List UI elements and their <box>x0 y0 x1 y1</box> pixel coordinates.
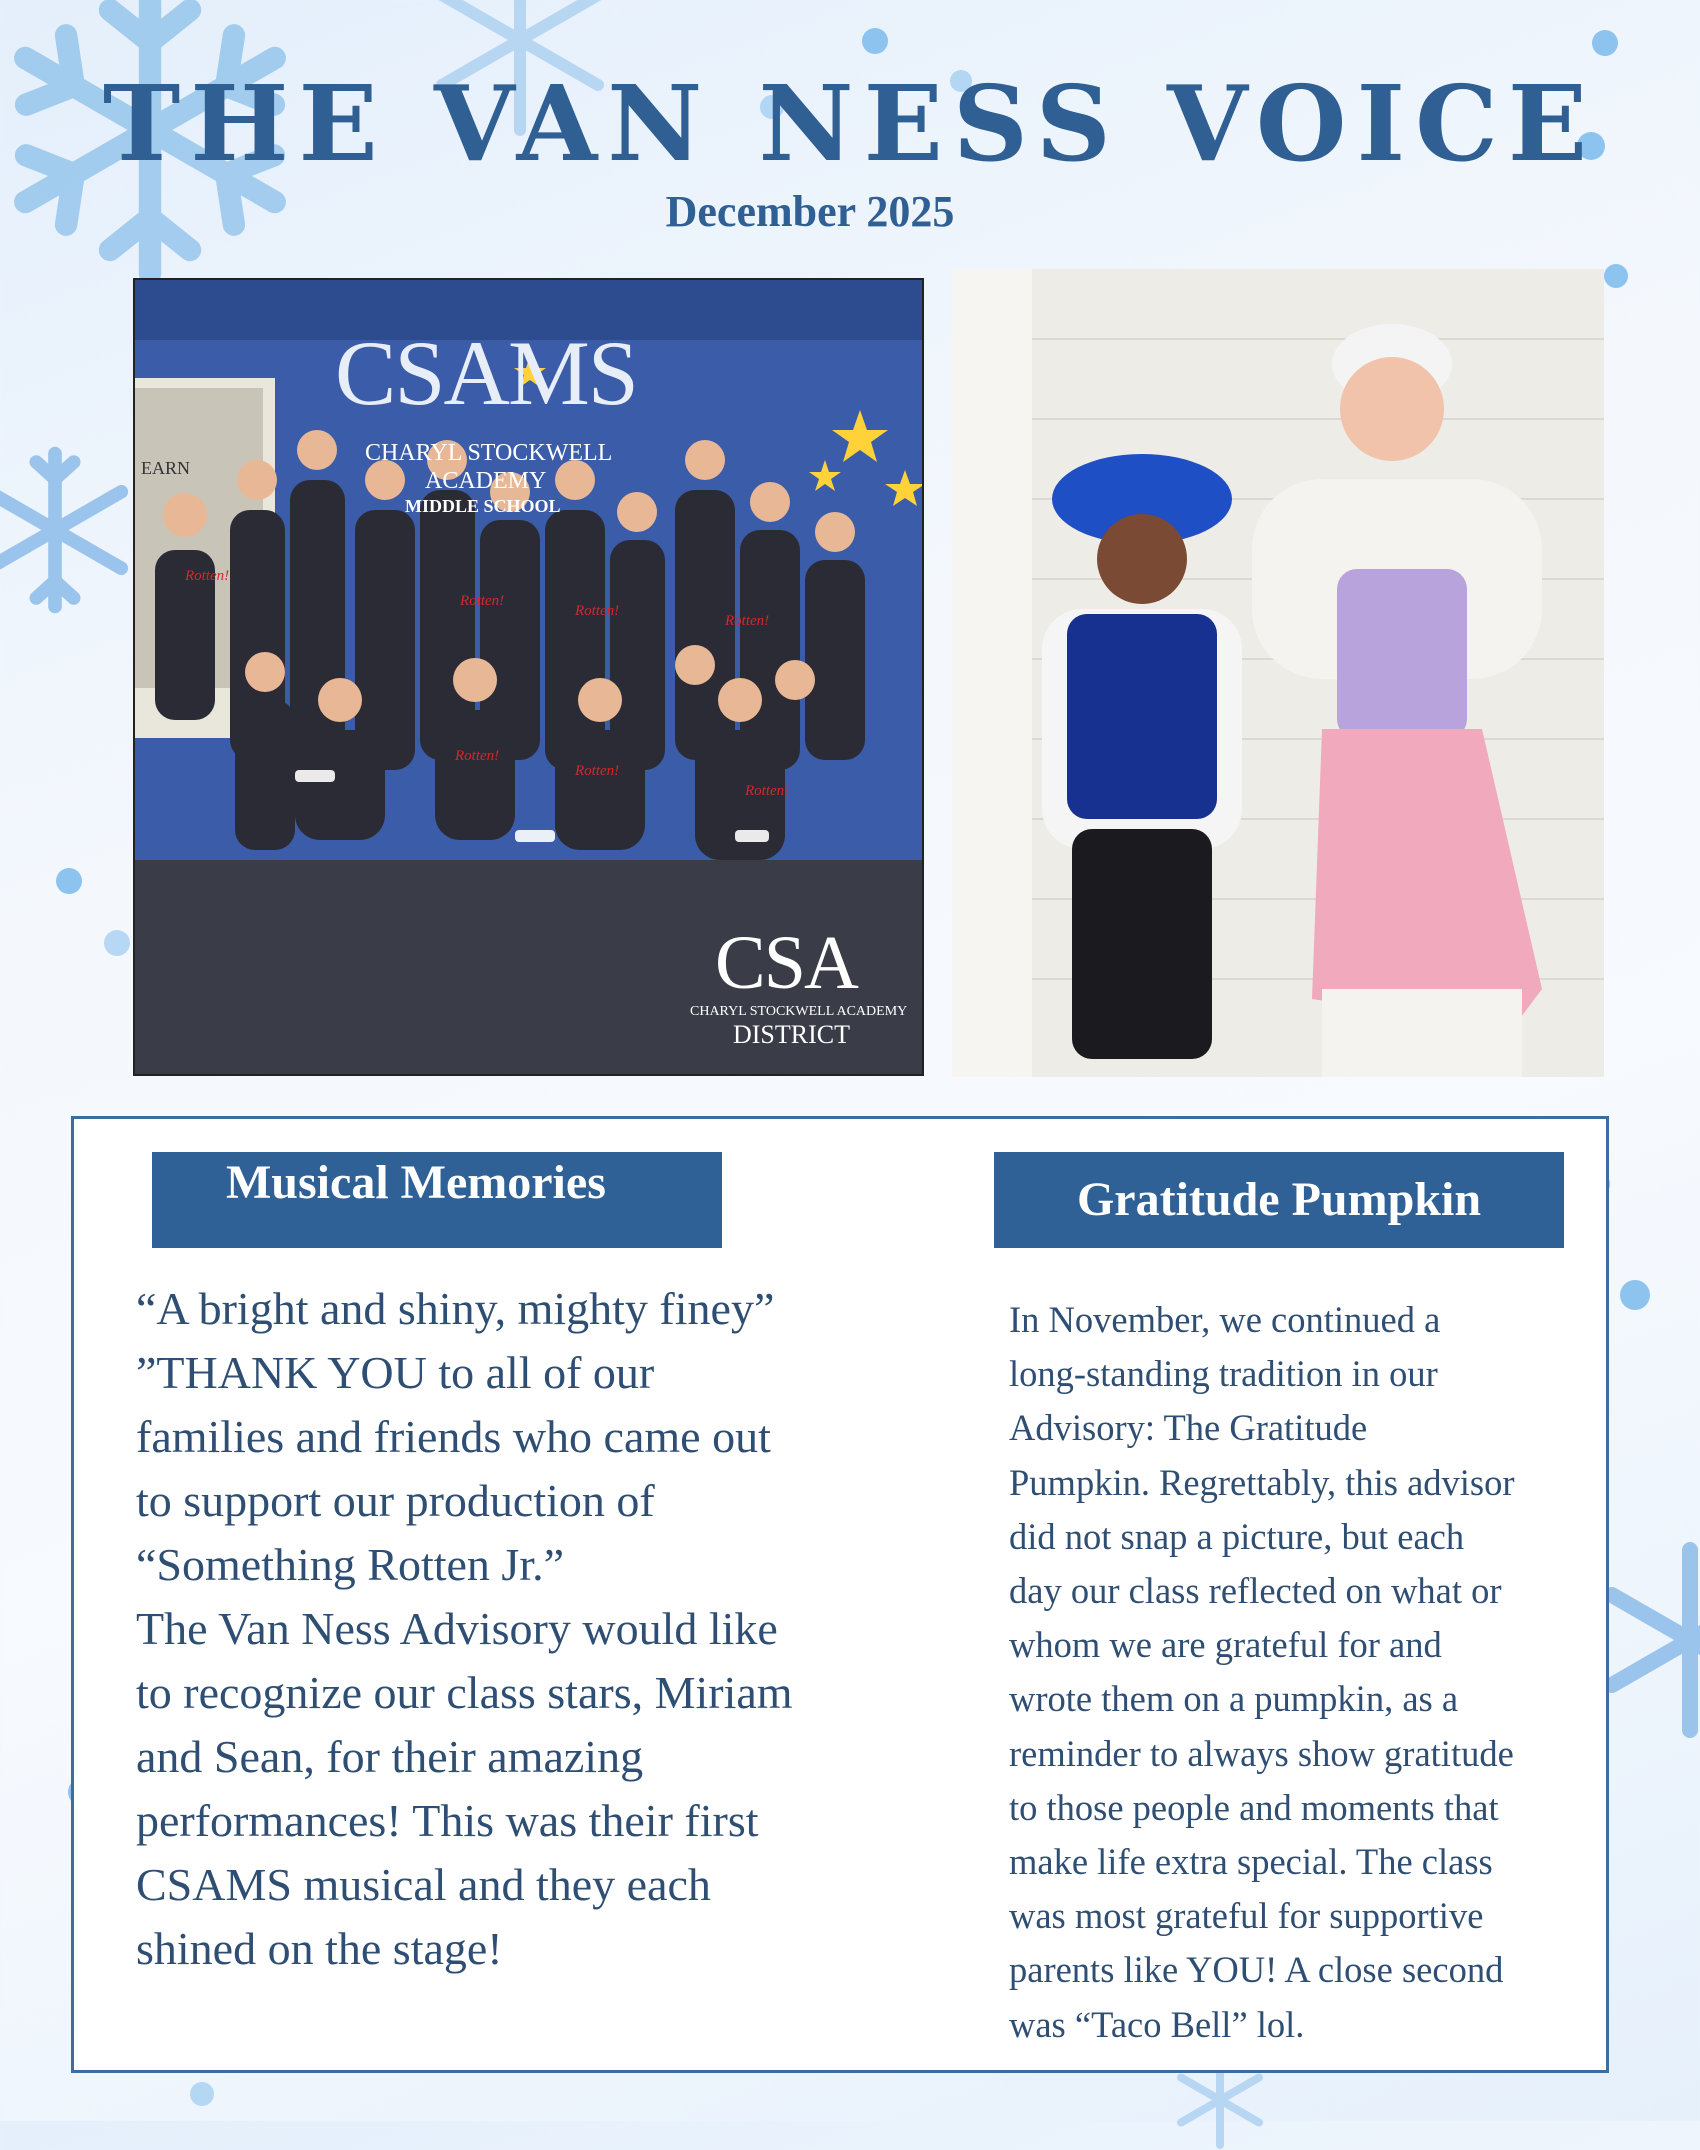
article-line: was “Taco Bell” lol. <box>1009 2003 1305 2045</box>
article-line: whom we are grateful for and <box>1009 1624 1442 1666</box>
wall-text-line3: MIDDLE SCHOOL <box>405 496 561 516</box>
article-line: to support our production of <box>136 1475 655 1526</box>
shirt-print: Rotten! <box>745 783 790 799</box>
article-line: make life extra special. The class <box>1009 1841 1493 1883</box>
shirt-print: Rotten! <box>575 763 620 779</box>
article-heading-gratitude <box>994 1152 1564 1248</box>
snow-dot <box>1620 1280 1650 1310</box>
article-line: families and friends who came out <box>136 1411 771 1462</box>
snow-dot <box>190 2082 214 2106</box>
article-line: to recognize our class stars, Miriam <box>136 1667 793 1718</box>
shirt-print: Rotten! <box>575 603 620 619</box>
article-line: shined on the stage! <box>136 1923 503 1974</box>
article-line: was most grateful for supportive <box>1009 1895 1484 1937</box>
musical-article-body <box>136 1277 836 1981</box>
articles-panel <box>71 1116 1609 2073</box>
gratitude-article-body <box>1009 1293 1599 2052</box>
snow-dot <box>1604 264 1628 288</box>
musical-heading-text: Musical Memories <box>226 1156 606 1209</box>
wall-text-line1: CHARYL STOCKWELL <box>365 440 613 466</box>
article-line: long-standing tradition in our <box>1009 1353 1438 1395</box>
shirt-print: Rotten! <box>460 593 505 609</box>
watermark-logo: CSA <box>715 921 857 1005</box>
costume-photo <box>952 269 1604 1077</box>
snow-dot <box>56 868 82 894</box>
article-line: did not snap a picture, but each <box>1009 1515 1465 1557</box>
article-line: and Sean, for their amazing <box>136 1731 644 1782</box>
snowflake-decoration-left <box>0 330 140 730</box>
door-sign: EARN <box>141 458 190 478</box>
snow-dot <box>104 930 130 956</box>
article-line: ”THANK YOU to all of our <box>136 1347 655 1398</box>
article-line: In November, we continued a <box>1009 1299 1441 1340</box>
shirt-print: Rotten! <box>185 568 230 584</box>
article-line: reminder to always show gratitude <box>1009 1732 1514 1774</box>
article-line: Advisory: The Gratitude <box>1009 1407 1368 1449</box>
group-photo <box>133 278 924 1076</box>
article-line: “Something Rotten Jr.” <box>136 1539 565 1590</box>
article-line: CSAMS musical and they each <box>136 1859 711 1910</box>
article-line: “A bright and shiny, mighty finey” <box>136 1283 775 1334</box>
snow-dot <box>1592 30 1618 56</box>
newsletter-title: THE VAN NESS VOICE <box>102 62 1598 185</box>
issue-date: December 2025 <box>665 187 955 236</box>
gratitude-heading-text: Gratitude Pumpkin <box>1076 1173 1482 1226</box>
watermark-line1: CHARYL STOCKWELL ACADEMY <box>690 1004 908 1019</box>
shirt-print: Rotten! <box>455 748 500 764</box>
snow-dot <box>862 28 888 54</box>
wall-text-line2: ACADEMY <box>425 468 547 494</box>
article-line: day our class reflected on what or <box>1009 1570 1502 1612</box>
watermark-line2: DISTRICT <box>733 1020 850 1049</box>
article-line: parents like YOU! A close second <box>1009 1949 1504 1991</box>
article-line: performances! This was their first <box>136 1795 759 1846</box>
article-line: The Van Ness Advisory would like <box>136 1603 778 1654</box>
wall-logo: CSAMS <box>335 322 637 424</box>
article-line: wrote them on a pumpkin, as a <box>1009 1678 1459 1720</box>
shirt-print: Rotten! <box>725 613 770 629</box>
article-line: Pumpkin. Regrettably, this advisor <box>1009 1461 1515 1503</box>
article-heading-musical <box>152 1152 722 1248</box>
article-line: to those people and moments that <box>1009 1786 1499 1828</box>
